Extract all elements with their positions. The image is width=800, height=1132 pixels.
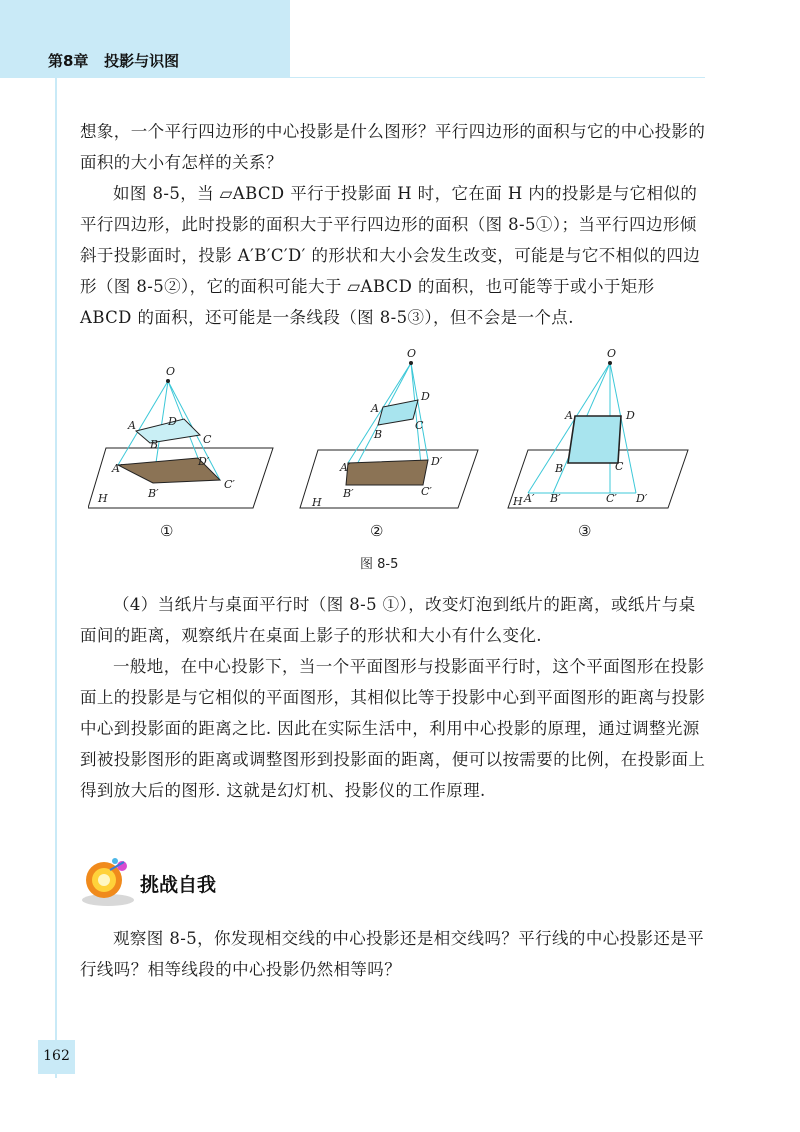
subfigure-label-1: ① bbox=[160, 522, 174, 540]
subfigure-label-3: ③ bbox=[578, 522, 592, 540]
figure-caption: 图 8-5 bbox=[360, 557, 399, 572]
label-c-1: C bbox=[203, 433, 212, 446]
label-a-1: A bbox=[128, 419, 136, 432]
shadow-2 bbox=[346, 460, 428, 485]
label-b1-2: B′ bbox=[343, 487, 354, 500]
label-d-3: D bbox=[626, 409, 635, 422]
figure-8-5-drawing bbox=[88, 345, 708, 575]
figure-2 bbox=[300, 361, 478, 508]
label-h-2: H bbox=[312, 496, 322, 509]
chapter-title: 投影与识图 bbox=[104, 52, 180, 70]
label-c1-2: C′ bbox=[421, 485, 432, 498]
label-b-2: B bbox=[374, 428, 383, 441]
label-o-3: O bbox=[607, 347, 617, 360]
label-a-2: A bbox=[371, 402, 379, 415]
label-h-3: H bbox=[513, 495, 523, 508]
paragraph-3: （4）当纸片与桌面平行时（图 8-5 ①），改变灯泡到纸片的距离，或纸片与桌面间的距离，观察纸片在桌面上影子的形状和大小有什么变化. bbox=[80, 595, 696, 645]
subfigure-label-2: ② bbox=[370, 522, 384, 540]
label-a1-2: A′ bbox=[340, 461, 351, 474]
chapter-number: 第8章 bbox=[48, 52, 89, 70]
label-d1-3: D′ bbox=[636, 492, 648, 505]
parallelogram-2 bbox=[378, 400, 418, 425]
label-d-1: D bbox=[168, 415, 177, 428]
rectangle-3 bbox=[568, 416, 621, 463]
paragraph-5: 观察图 8-5，你发现相交线的中心投影还是相交线吗？平行线的中心投影还是平行线吗？相等线段的中心投影仍然相等吗？ bbox=[80, 929, 705, 979]
label-c-3: C bbox=[615, 460, 624, 473]
label-h-1: H bbox=[98, 492, 108, 505]
label-o-1: O bbox=[166, 365, 176, 378]
chapter-header bbox=[48, 50, 179, 71]
challenge-title: 挑战自我 bbox=[140, 874, 217, 896]
figure-8-5 bbox=[88, 345, 708, 575]
header-rule bbox=[290, 77, 705, 78]
label-b1-3: B′ bbox=[550, 492, 561, 505]
label-o-2: O bbox=[407, 347, 417, 360]
label-a1-3: A′ bbox=[524, 492, 535, 505]
figure-3 bbox=[508, 361, 688, 508]
label-d-2: D bbox=[421, 390, 430, 403]
label-b1-1: B′ bbox=[148, 487, 159, 500]
paragraph-4: 一般地，在中心投影下，当一个平面图形与投影面平行时，这个平面图形在投影面上的投影是与它相似的平面图形，其相似比等于投影中心到平面图形的距离与投影中心到投影面的距离之比. 因此在实际生活中，利用中心投影的原理，通过调整光源到被投影图形的距离或调整图形到投影面的距离，便可以按需要的比例，在投影面上得到放大后的图形. 这就是幻灯机、投影仪的工作原理. bbox=[80, 657, 706, 800]
label-b-3: B bbox=[555, 462, 564, 475]
paragraph-1: 想象，一个平行四边形的中心投影是什么图形？平行四边形的面积与它的中心投影的面积的大小有怎样的关系？ bbox=[80, 122, 706, 172]
label-d1-2: D′ bbox=[431, 455, 443, 468]
label-d1-1: D′ bbox=[198, 455, 210, 468]
label-c1-3: C′ bbox=[606, 492, 617, 505]
challenge-icon bbox=[72, 852, 142, 908]
label-a1-1: A′ bbox=[112, 462, 123, 475]
page-number: 162 bbox=[43, 1048, 70, 1064]
label-a-3: A bbox=[565, 409, 573, 422]
label-b-1: B bbox=[150, 438, 159, 451]
figure-1 bbox=[88, 379, 273, 508]
label-c-2: C bbox=[415, 419, 424, 432]
label-c1-1: C′ bbox=[224, 478, 235, 491]
paragraph-2: 如图 8-5，当 ▱ABCD 平行于投影面 H 时，它在面 H 内的投影是与它相似的平行四边形，此时投影的面积大于平行四边形的面积（图 8-5①）；当平行四边形倾斜于投影面时，投影 A′B′C′D′ 的形状和大小会发生改变，可能是与它不相似的四边形（图 8-5②），它的面积可能大于 ▱ABCD 的面积，也可能等于或小于矩形 ABCD 的面积，还可能是一条线段（图 8-5③），但不会是一个点. bbox=[80, 184, 701, 327]
left-margin-rule bbox=[55, 78, 57, 1078]
